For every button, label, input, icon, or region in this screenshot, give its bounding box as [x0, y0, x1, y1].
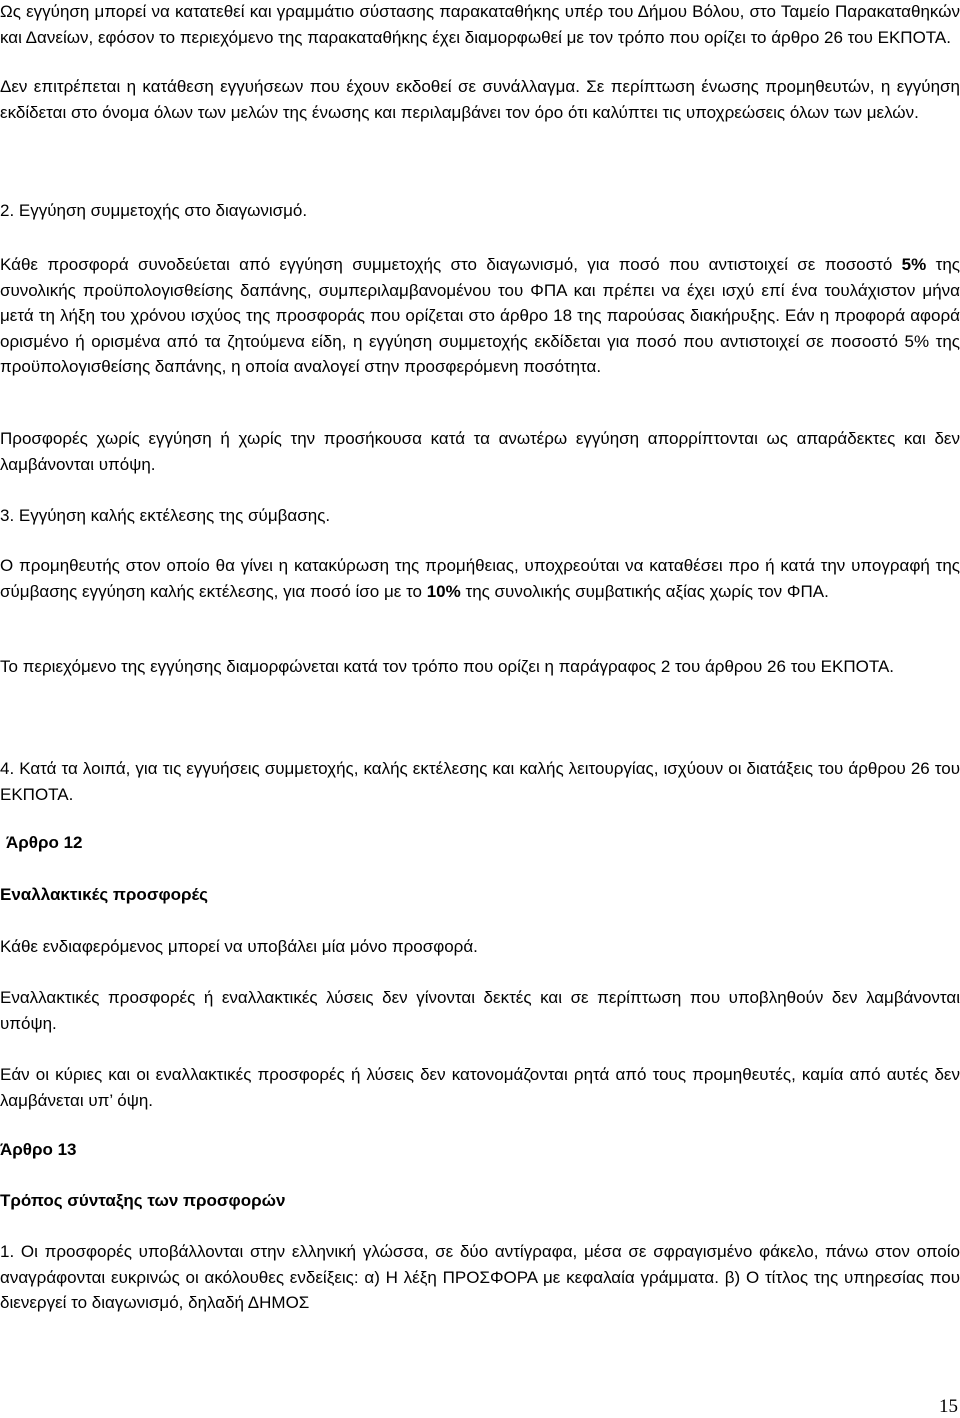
page-number: 15	[939, 1396, 958, 1417]
text-run: Κάθε προσφορά συνοδεύεται από εγγύηση συμμετοχής στο διαγωνισμό, για ποσό που αντιστοιχεί σε ποσοστό	[0, 255, 902, 274]
percentage-bold: 5%	[901, 255, 927, 274]
paragraph-section-4: 4. Κατά τα λοιπά, για τις εγγυήσεις συμμετοχής, καλής εκτέλεσης και καλής λειτουργίας, ισχύουν οι διατάξεις του άρθρου 26 του ΕΚΠΟΤΑ.	[0, 759, 960, 804]
section-2-title: 2. Εγγύηση συμμετοχής στο διαγωνισμό.	[0, 201, 308, 220]
text-run: της συνολικής προϋπολογισθείσης δαπάνης, συμπεριλαμβανομένου του ΦΠΑ και πρέπει να έχει ισχύ επί ένα τουλάχιστον μήνα μετά τη λήξη του χρόνου ισχύος της προσφοράς που ορίζεται στο άρθρο 18 της παρούσας διακήρυξης. Εάν η προφορά αφορά ορισμένο ή ορισμένα από τα ζητούμενα είδη, η εγγύηση συμμετοχής εκδίδεται για ποσό που αντιστοιχεί σε ποσοστό 5% της προϋπολογισθείσης δαπάνης, η οποία αναλογεί στην προσφερόμενη ποσότητα.	[0, 255, 960, 377]
paragraph-single-offer: Κάθε ενδιαφερόμενος μπορεί να υποβάλει μία μόνο προσφορά.	[0, 937, 478, 956]
paragraph-deposit-guarantee: Ως εγγύηση μπορεί να κατατεθεί και γραμμάτιο σύστασης παρακαταθήκης υπέρ του Δήμου Βόλου, στο Ταμείο Παρακαταθηκών και Δανείων, εφόσον το περιεχόμενο της παρακαταθήκης έχει διαμορφωθεί με τον τρόπο που ορίζει το άρθρο 26 του ΕΚΠΟΤΑ.	[0, 2, 960, 47]
article-13-number: Άρθρο 13	[0, 1140, 77, 1159]
paragraph-currency-guarantees: Δεν επιτρέπεται η κατάθεση εγγυήσεων που έχουν εκδοθεί σε συνάλλαγμα. Σε περίπτωση ένωσης προμηθευτών, η εγγύηση εκδίδεται στο όνομα όλων των μελών της ένωσης και περιλαμβάνει τον όρο ότι καλύπτει τις υποχρεώσεις όλων των μελών.	[0, 77, 960, 122]
paragraph-performance-guarantee	[0, 553, 960, 604]
paragraph-offer-drafting: 1. Οι προσφορές υποβάλλονται στην ελληνική γλώσσα, σε δύο αντίγραφα, μέσα σε σφραγισμένο φάκελο, πάνω στον οποίο αναγράφονται ευκρινώς οι ακόλουθες ενδείξεις: α) Η λέξη ΠΡΟΣΦΟΡΑ με κεφαλαία γράμματα. β) Ο τίτλος της υπηρεσίας που διενεργεί το διαγωνισμό, δηλαδή ΔΗΜΟΣ	[0, 1242, 960, 1313]
article-12-title: Εναλλακτικές προσφορές	[0, 885, 209, 904]
article-13-title: Τρόπος σύνταξης των προσφορών	[0, 1191, 286, 1210]
paragraph-main-alternative: Εάν οι κύριες και οι εναλλακτικές προσφορές ή λύσεις δεν κατονομάζονται ρητά από τους προμηθευτές, καμία από αυτές δεν λαμβάνεται υπ’ όψη.	[0, 1065, 960, 1110]
text-run: Ο προμηθευτής στον οποίο θα γίνει η κατακύρωση της προμήθειας, υποχρεούται να καταθέσει προ ή κατά την υπογραφή της σύμβασης εγγύηση καλής εκτέλεσης, για ποσό ίσο με το	[0, 556, 960, 601]
paragraph-rejected-offers: Προσφορές χωρίς εγγύηση ή χωρίς την προσήκουσα κατά τα ανωτέρω εγγύηση απορρίπτονται ως απαράδεκτες και δεν λαμβάνονται υπόψη.	[0, 429, 960, 474]
article-12-number: Άρθρο 12	[6, 833, 83, 852]
percentage-bold: 10%	[426, 581, 461, 601]
text-run: της συνολικής συμβατικής αξίας χωρίς τον ΦΠΑ.	[460, 581, 829, 601]
paragraph-alternative-offers: Εναλλακτικές προσφορές ή εναλλακτικές λύσεις δεν γίνονται δεκτές και σε περίπτωση που υποβληθούν δεν λαμβάνονται υπόψη.	[0, 988, 960, 1033]
section-3-title: 3. Εγγύηση καλής εκτέλεσης της σύμβασης.	[0, 506, 331, 525]
paragraph-participation-guarantee	[0, 252, 960, 380]
paragraph-guarantee-content: Το περιεχόμενο της εγγύησης διαμορφώνεται κατά τον τρόπο που ορίζει η παράγραφος 2 του άρθρου 26 του ΕΚΠΟΤΑ.	[0, 657, 895, 676]
